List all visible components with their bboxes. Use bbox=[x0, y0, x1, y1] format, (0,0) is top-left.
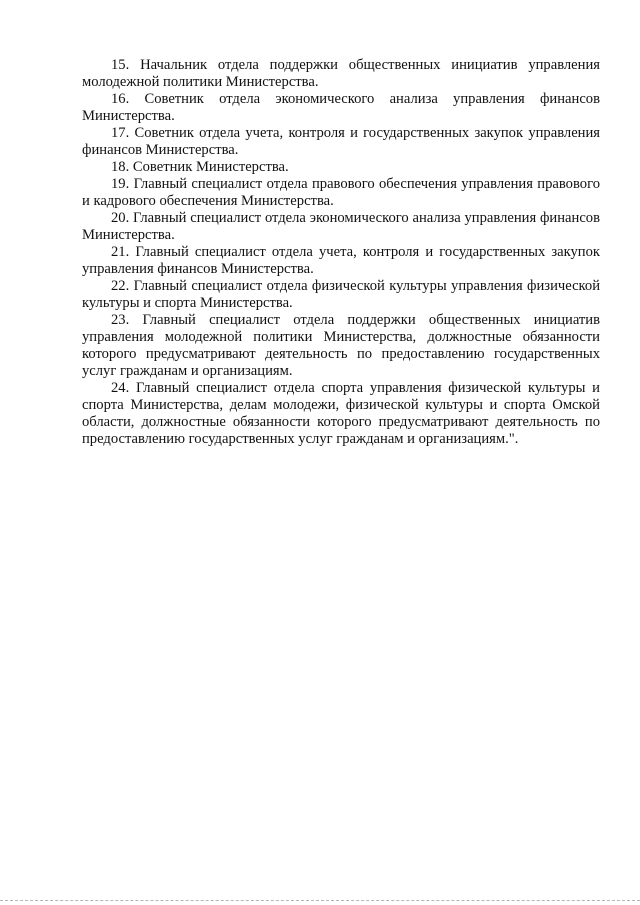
list-item: 21. Главный специалист отдела учета, контроля и государственных закупок управления финансов Министерства. bbox=[82, 244, 600, 277]
list-item: 15. Начальник отдела поддержки общественных инициатив управления молодежной политики Министерства. bbox=[82, 57, 600, 90]
list-item: 19. Главный специалист отдела правового обеспечения управления правового и кадрового обеспечения Министерства. bbox=[82, 176, 600, 209]
document-body bbox=[82, 57, 600, 448]
list-item: 17. Советник отдела учета, контроля и государственных закупок управления финансов Министерства. bbox=[82, 125, 600, 158]
list-item: 20. Главный специалист отдела экономического анализа управления финансов Министерства. bbox=[82, 210, 600, 243]
list-item: 18. Советник Министерства. bbox=[111, 159, 289, 175]
list-item: 24. Главный специалист отдела спорта управления физической культуры и спорта Министерства, делам молодежи, физической культуры и спорта Омской области, должностные обязанности которого предусматривают деятельность по предоставлению государственных услуг гражданам и организациям.". bbox=[82, 380, 600, 447]
list-item: 16. Советник отдела экономического анализа управления финансов Министерства. bbox=[82, 91, 600, 124]
page-bottom-divider bbox=[0, 900, 640, 901]
list-item: 22. Главный специалист отдела физической культуры управления физической культуры и спорта Министерства. bbox=[82, 278, 600, 311]
list-item: 23. Главный специалист отдела поддержки общественных инициатив управления молодежной политики Министерства, должностные обязанности которого предусматривают деятельность по предоставлению государственных услуг гражданам и организациям. bbox=[82, 312, 600, 379]
